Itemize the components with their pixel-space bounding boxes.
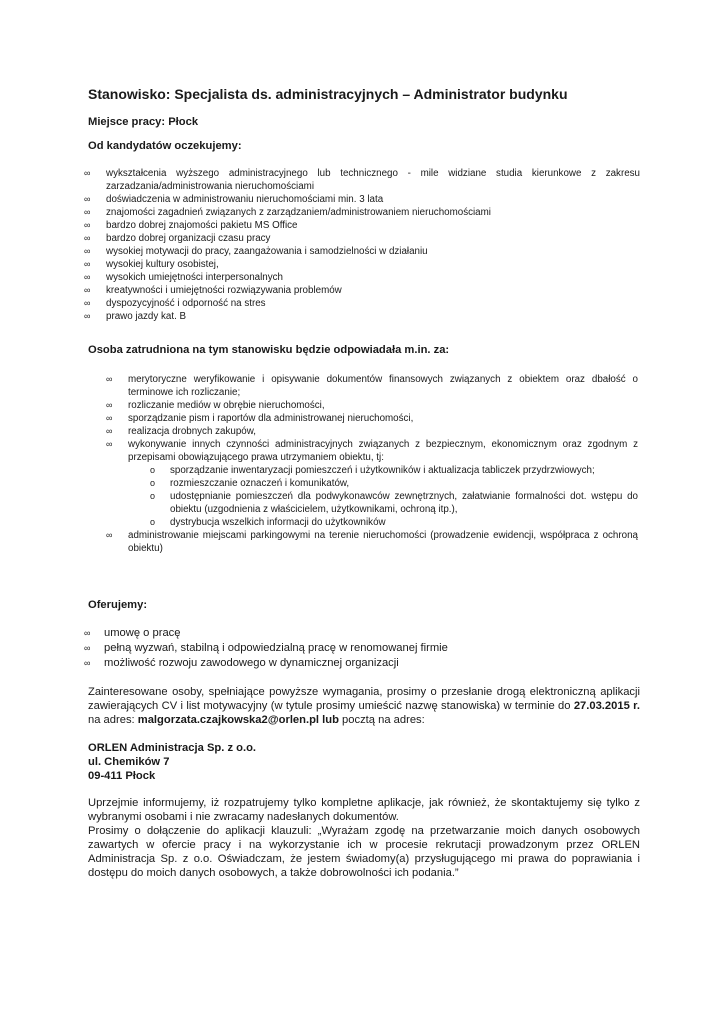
sub-bullet-icon: o	[150, 491, 156, 501]
bullet-icon: ∞	[84, 298, 91, 308]
page-title: Stanowisko: Specjalista ds. administracyjnych – Administrator budynku	[88, 86, 568, 102]
list-item: ∞ umowę o pracę	[84, 627, 181, 639]
list-item: ∞ doświadczenia w administrowaniu nieruchomościami min. 3 lata	[84, 194, 384, 205]
bullet-icon: ∞	[106, 439, 113, 449]
list-item: ∞ pełną wyzwań, stabilną i odpowiedzialną pracę w renomowanej firmie	[84, 642, 448, 654]
bullet-icon: ∞	[84, 259, 91, 269]
address-line: 09-411 Płock	[88, 770, 156, 782]
bullet-icon: ∞	[106, 374, 113, 384]
list-item: ∞ dyspozycyjność i odporność na stres	[84, 298, 266, 309]
list-item: ∞ wykonywanie innych czynności administracyjnych związanych z bezpiecznym, ekonomicznym oraz zgodnym z przepisami obowiązującego prawa utrzymaniem obiektu, tj: o sporządzanie inwentaryzacji pomieszczeń i użytkowników i aktualizacja tabliczek przydrzwiowych; o rozmieszczanie oznaczeń i komunikatów, o udostępnianie pomieszczeń dla podwykonawców zewnętrznych, załatwianie formalności dot. wstępu do obiektu (uzgodnienia z właścicielem, użytkownikami, ochroną itp.), o dystrybucja wszelkich informacji do użytkowników	[106, 439, 638, 528]
bullet-icon: ∞	[106, 426, 113, 436]
bullet-icon: ∞	[84, 194, 91, 204]
list-item: ∞ wysokiej kultury osobistej,	[84, 259, 219, 270]
bullet-icon: ∞	[84, 207, 91, 217]
list-item: ∞ wysokich umiejętności interpersonalnych	[84, 272, 283, 283]
list-item: ∞ wysokiej motywacji do pracy, zaangażowania i samodzielności w działaniu	[84, 246, 428, 257]
bullet-icon: ∞	[84, 643, 91, 653]
list-item: ∞ merytoryczne weryfikowanie i opisywanie dokumentów finansowych związanych z obiektem oraz dbałość o terminowe ich rozliczanie;	[106, 374, 638, 398]
contact-email[interactable]: malgorzata.czajkowska2@orlen.pl lub	[137, 714, 339, 726]
list-item: o udostępnianie pomieszczeń dla podwykonawców zewnętrznych, załatwianie formalności dot. wstępu do obiektu (uzgodnienia z właścicielem, użytkownikami, ochroną itp.),	[150, 491, 638, 515]
bullet-icon: ∞	[84, 658, 91, 668]
list-item: o dystrybucja wszelkich informacji do użytkowników	[150, 517, 386, 528]
list-item: ∞ kreatywności i umiejętności rozwiązywania problemów	[84, 285, 342, 296]
offer-list	[84, 626, 640, 671]
bullet-icon: ∞	[84, 246, 91, 256]
bullet-icon: ∞	[106, 530, 113, 540]
list-item: ∞ możliwość rozwoju zawodowego w dynamicznej organizacji	[84, 657, 399, 669]
duties-heading: Osoba zatrudniona na tym stanowisku będzie odpowiadała m.in. za:	[88, 344, 450, 356]
offer-heading: Oferujemy:	[88, 599, 148, 611]
bullet-icon: ∞	[106, 400, 113, 410]
requirements-list	[84, 167, 640, 323]
bullet-icon: ∞	[106, 413, 113, 423]
list-item: ∞ bardzo dobrej organizacji czasu pracy	[84, 233, 271, 244]
sub-bullet-icon: o	[150, 478, 156, 488]
location: Miejsce pracy: Płock	[88, 116, 199, 128]
list-item: ∞ prawo jazdy kat. B	[84, 311, 187, 322]
bullet-icon: ∞	[84, 272, 91, 282]
requirements-heading: Od kandydatów oczekujemy:	[88, 140, 242, 152]
list-item: ∞ bardzo dobrej znajomości pakietu MS Office	[84, 220, 298, 231]
postal-address	[88, 741, 256, 783]
address-line: ul. Chemików 7	[88, 756, 170, 768]
duties-list	[106, 373, 638, 555]
list-item: o sporządzanie inwentaryzacji pomieszczeń i użytkowników i aktualizacja tabliczek przydrzwiowych;	[150, 465, 595, 476]
notice-paragraph: Uprzejmie informujemy, iż rozpatrujemy tylko kompletne aplikacje, jak również, że skontaktujemy się tylko z wybranymi osobami i nie zwracamy nadesłanych dokumentów.	[88, 797, 640, 823]
list-item: ∞ wykształcenia wyższego administracyjnego lub technicznego - mile widziane studia kierunkowe z zakresu zarzadzania/administrowania nieruchomościami	[84, 168, 640, 192]
application-instructions: Zainteresowane osoby, spełniające powyższe wymagania, prosimy o przesłanie drogą elektroniczną aplikacji zawierających CV i list motywacyjny (w tytule prosimy umieścić nazwę stanowiska) w terminie do 27.03.2015 r. na adres: malgorzata.czajkowska2@orlen.pl lub pocztą na adres:	[88, 686, 640, 726]
list-item: ∞ administrowanie miejscami parkingowymi na terenie nieruchomości (prowadzenie ewidencji, współpraca z ochroną obiektu)	[106, 530, 638, 554]
address-line: ORLEN Administracja Sp. z o.o.	[88, 742, 257, 754]
list-item: ∞ sporządzanie pism i raportów dla administrowanej nieruchomości,	[106, 413, 414, 424]
bullet-icon: ∞	[84, 233, 91, 243]
bullet-icon: ∞	[84, 311, 91, 321]
bullet-icon: ∞	[84, 285, 91, 295]
bullet-icon: ∞	[84, 628, 91, 638]
bullet-icon: ∞	[84, 220, 91, 230]
list-item: ∞ rozliczanie mediów w obrębie nieruchomości,	[106, 400, 325, 411]
bullet-icon: ∞	[84, 168, 91, 178]
list-item: ∞ realizacja drobnych zakupów,	[106, 426, 256, 437]
duties-sublist	[150, 464, 638, 529]
sub-bullet-icon: o	[150, 465, 156, 475]
deadline: 27.03.2015 r.	[573, 700, 640, 712]
list-item: ∞ znajomości zagadnień związanych z zarządzaniem/administrowaniem nieruchomościami	[84, 207, 491, 218]
consent-clause: Prosimy o dołączenie do aplikacji klauzuli: „Wyrażam zgodę na przetwarzanie moich danych osobowych zawartych w ofercie pracy i na wykorzystanie ich w procesie rekrutacji prowadzonym przez ORLEN Administracja Sp. z o.o. Oświadczam, że jestem świadomy(a) przysługującego mi prawa do poprawiania i dostępu do moich danych osobowych, a także dobrowolności ich podania.”	[88, 825, 640, 879]
sub-bullet-icon: o	[150, 517, 156, 527]
list-item: o rozmieszczanie oznaczeń i komunikatów,	[150, 478, 350, 489]
